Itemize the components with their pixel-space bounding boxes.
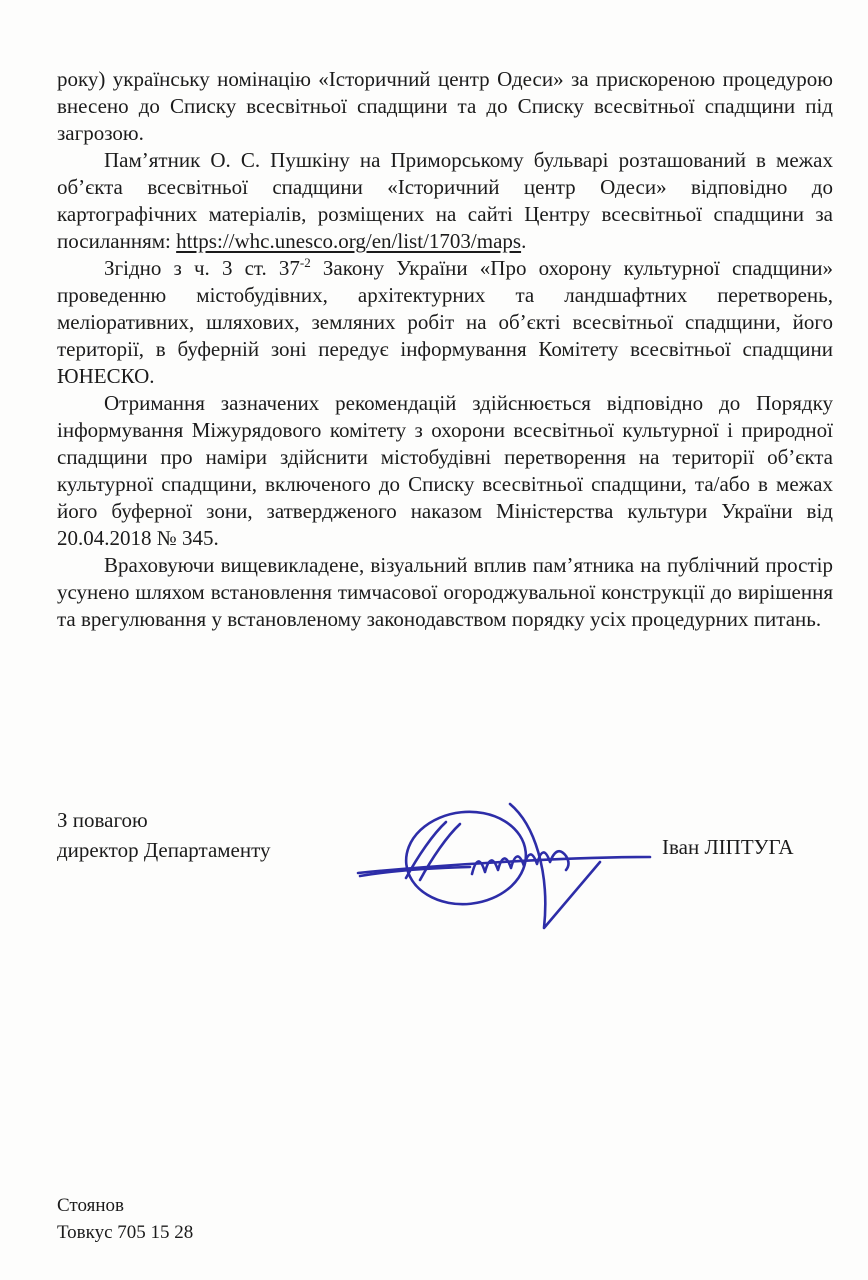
paragraph-text-segment: . bbox=[521, 229, 527, 253]
paragraph-text-segment: Пам’ятник О. С. Пушкіну на Приморському бульварі розташований в межах об’єкта всесвітньої спадщини «Історичний центр Одеси» відповідно до картографічних матеріалів, розміщених на сайті Центру всесвітньої спадщини за посиланням: bbox=[57, 148, 833, 253]
paragraph-text-segment: Закону України «Про охорону культурної спадщини» проведенню містобудівних, архітектурних та ландшафтних перетворень, меліоративних, шляхових, земляних робіт на об’єкті всесвітньої спадщини, його території, в буферній зоні передує інформування Комітету всесвітньої спадщини ЮНЕСКО. bbox=[57, 256, 833, 388]
closing-title-line: директор Департаменту bbox=[57, 838, 271, 862]
superscript-article-number: -2 bbox=[299, 255, 311, 270]
paragraph-continuation: року) українську номінацію «Історичний центр Одеси» за прискореною процедурою внесено до Списку всесвітньої спадщини та до Списку всесвітньої спадщини під загрозою. bbox=[57, 67, 833, 145]
contact-person-phone: Товкус 705 15 28 bbox=[57, 1222, 194, 1243]
paragraph-monument-location bbox=[57, 147, 833, 255]
signer-name: Іван ЛІПТУГА bbox=[662, 835, 794, 859]
paragraph-conclusion: Враховуючи вищевикладене, візуальний вплив пам’ятника на публічний простір усунено шляхом встановлення тимчасової огороджувальної конструкції до вирішення та врегулювання у встановленому законодавством порядку усіх процедурних питань. bbox=[57, 553, 833, 631]
closing-block bbox=[57, 805, 271, 865]
letter-body bbox=[57, 66, 833, 633]
contact-footer bbox=[57, 1192, 193, 1246]
unesco-maps-link[interactable]: https://whc.unesco.org/en/list/1703/maps bbox=[176, 229, 522, 253]
closing-respect-line: З повагою bbox=[57, 808, 148, 832]
paragraph-law-reference bbox=[57, 255, 833, 390]
contact-person-name: Стоянов bbox=[57, 1195, 124, 1216]
handwritten-signature-ink bbox=[338, 786, 668, 946]
paragraph-informing-procedure: Отримання зазначених рекомендацій здійснюється відповідно до Порядку інформування Міжурядового комітету з охорони всесвітньої культурної і природної спадщини про наміри здійснити містобудівні перетворення на території об’єкта культурної спадщини, включеного до Списку всесвітньої спадщини, та/або в межах його буферної зони, затвердженого наказом Міністерства культури України від 20.04.2018 № 345. bbox=[57, 391, 833, 550]
paragraph-text-segment: Згідно з ч. 3 ст. 37 bbox=[104, 256, 300, 280]
